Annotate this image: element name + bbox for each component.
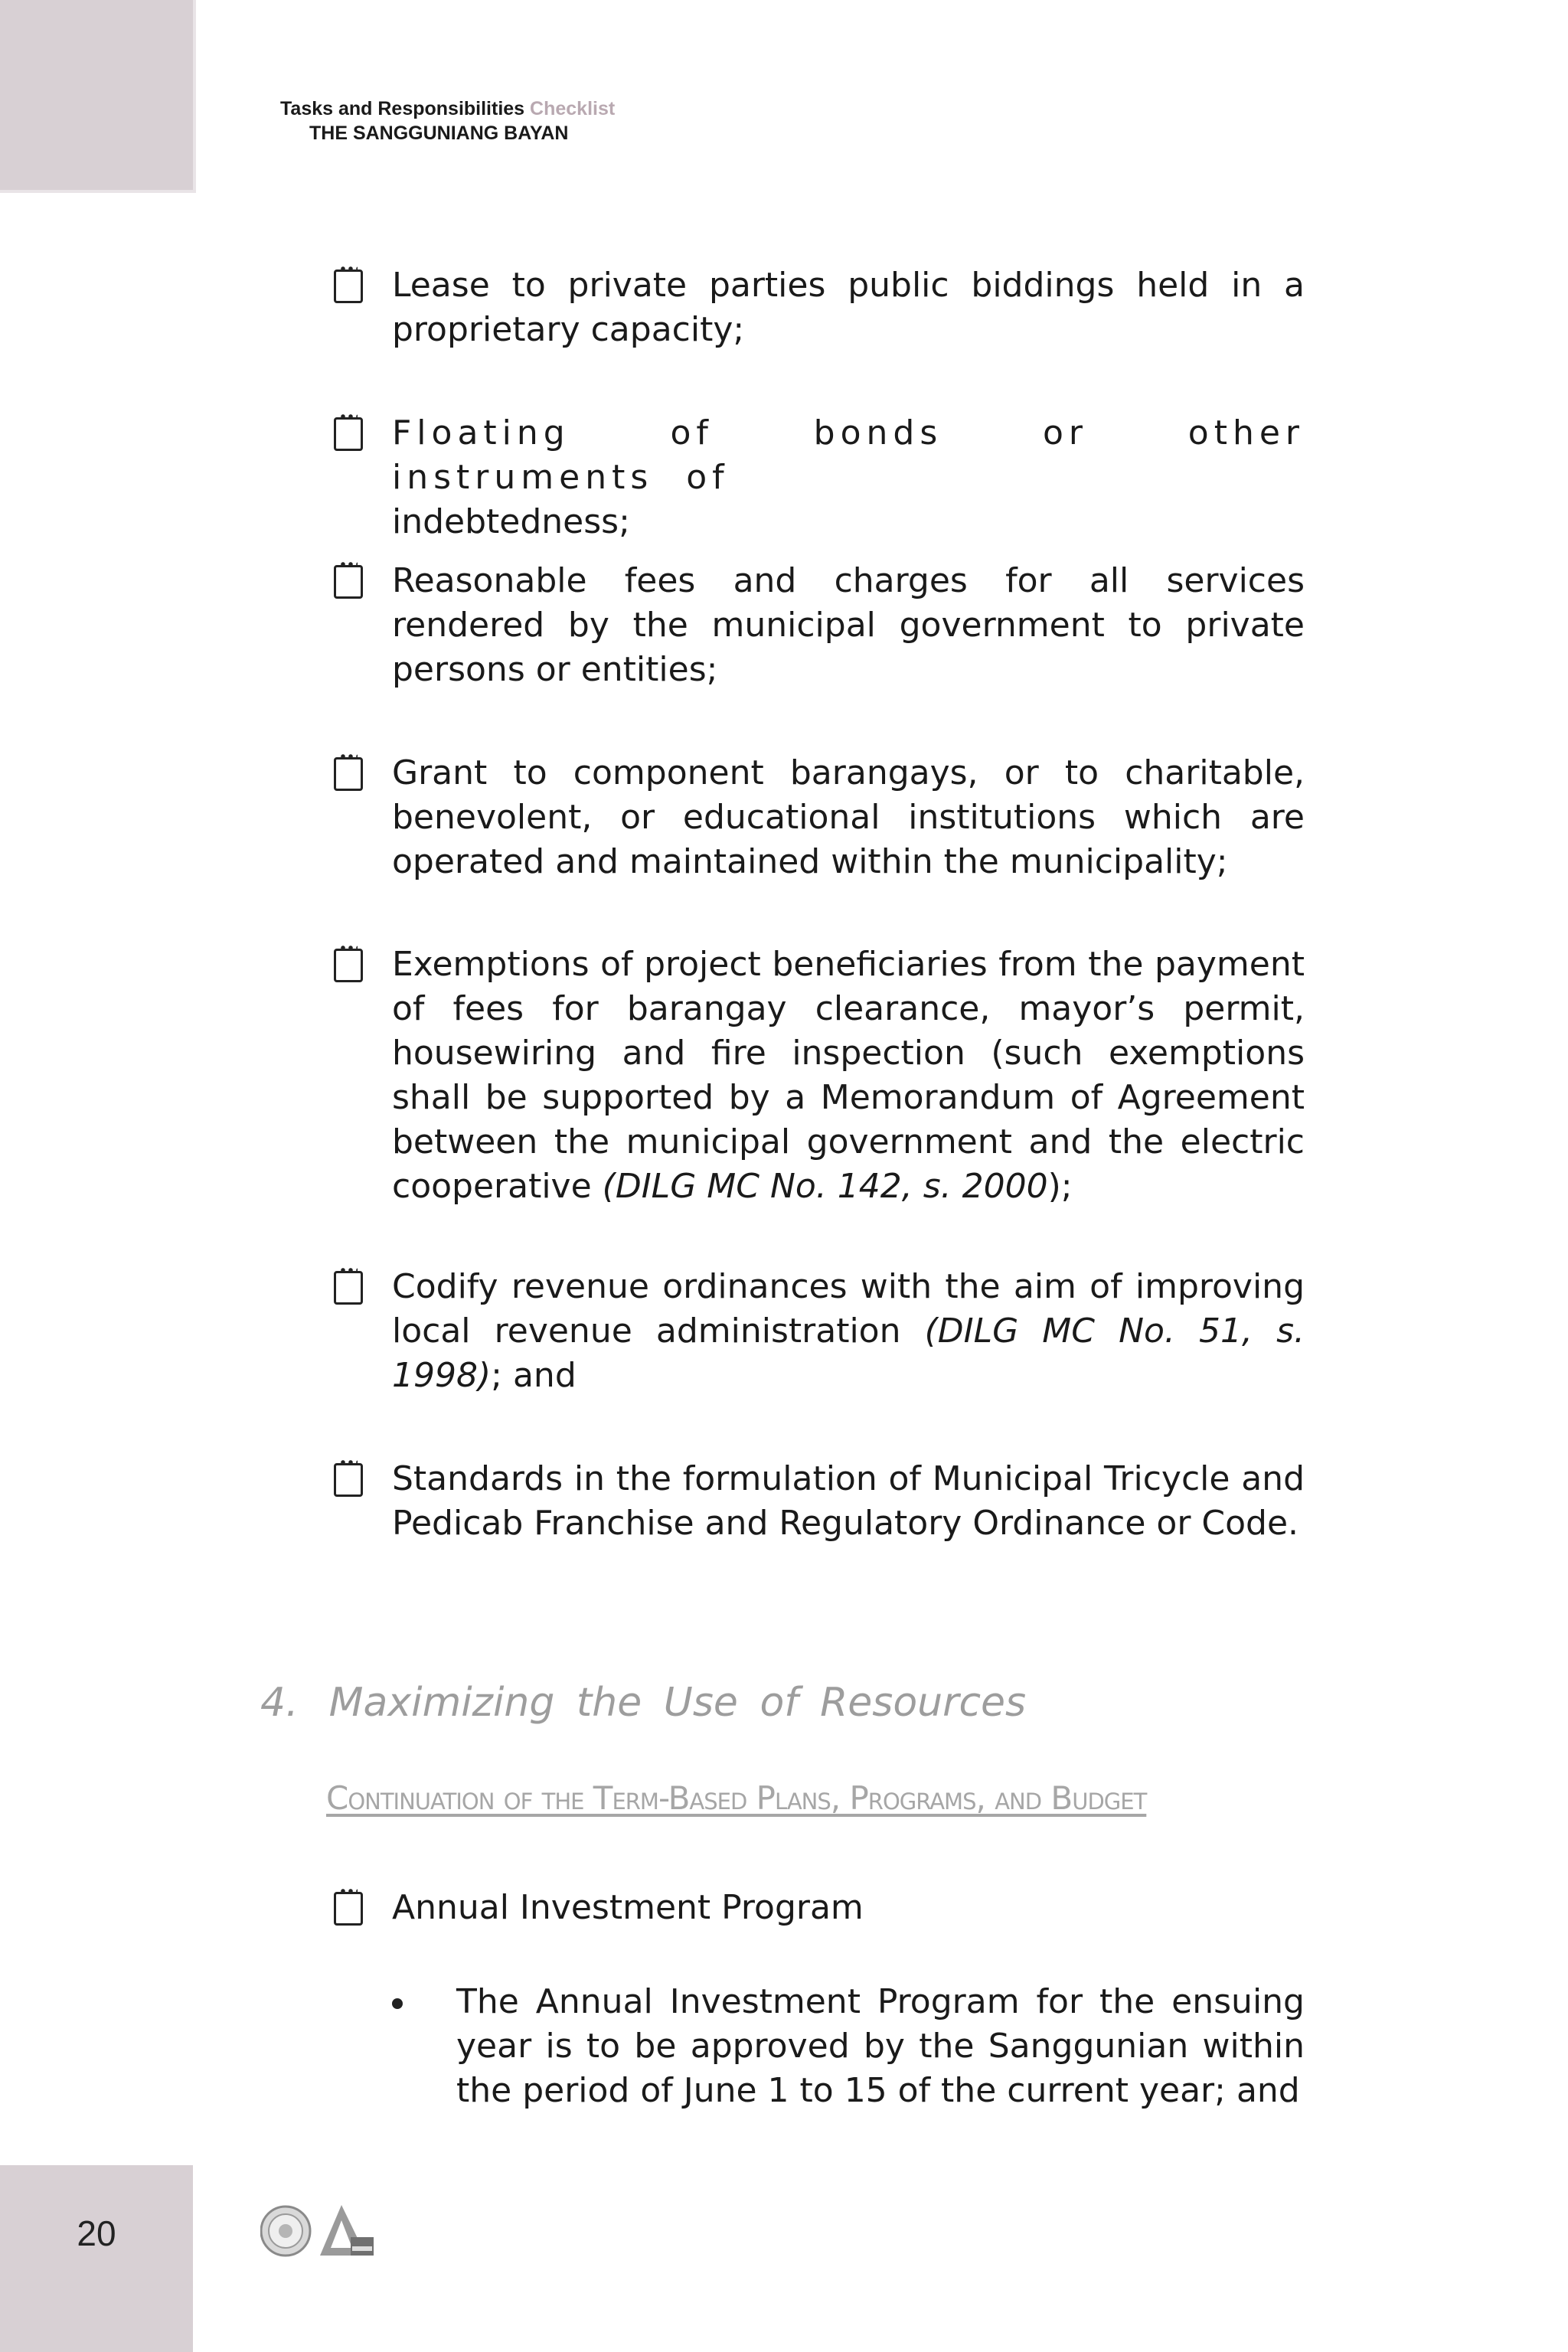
checkbox-icon[interactable] [334, 1463, 363, 1497]
checklist-item-text: Codify revenue ordinances with the aim of improving local revenue administration [392, 1267, 1305, 1351]
lga-logo-icon [320, 2205, 374, 2256]
checkbox-icon[interactable] [334, 1892, 363, 1926]
checklist-item-text: Grant to component barangays, or to charitable, benevolent, or educational institutions which are operated and maintained within the municipality; [392, 753, 1305, 881]
checklist-item [331, 411, 1305, 544]
checklist-item [331, 751, 1305, 884]
checklist-item-text: Lease to private parties public biddings held in a proprietary capacity; [392, 266, 1305, 349]
citation: (DILG MC No. 142, s. 2000 [602, 1167, 1048, 1206]
checklist-item [331, 942, 1305, 1209]
checklist-item-text: Standards in the formulation of Municipal Tricycle and Pedicab Franchise and Regulatory Ordinance or Code. [392, 1459, 1305, 1543]
checkbox-icon[interactable] [334, 949, 363, 982]
subheading: Continuation of the Term-Based Plans, Programs, and Budget [326, 1779, 1147, 1817]
footer-logos [260, 2200, 390, 2265]
running-header [280, 96, 615, 145]
section-number: 4. [260, 1680, 299, 1726]
checklist-item-text-tail: ; and [491, 1356, 577, 1395]
checklist-item-text-tail: ); [1047, 1167, 1073, 1206]
bullet-text: The Annual Investment Program for the ensuing year is to be approved by the Sanggunian within the period of June 1 to 15 of the current year; and [456, 1982, 1305, 2110]
checklist-item-text: Floating of bonds or other instruments of [392, 413, 1305, 497]
page-number: 20 [77, 2213, 116, 2253]
seal-icon [261, 2207, 310, 2256]
checklist-item-text: Reasonable fees and charges for all services rendered by the municipal government to private persons or entities; [392, 561, 1305, 689]
header-title: Tasks and Responsibilities [280, 98, 525, 119]
checkbox-icon[interactable] [334, 417, 363, 451]
checklist-item [331, 1457, 1305, 1546]
checklist-item-text-continued: indebtedness; [392, 502, 630, 541]
page-corner-bottom [0, 2165, 193, 2352]
section-title: Maximizing the Use of Resources [328, 1680, 1027, 1726]
checklist-item [331, 1265, 1305, 1398]
citation: (DILG MC No. 51, s. 1998) [392, 1312, 1305, 1395]
checkbox-icon[interactable] [334, 565, 363, 599]
header-title-accent: Checklist [530, 98, 616, 119]
checklist-item-text: Annual Investment Program [392, 1888, 864, 1927]
checklist-item [331, 559, 1305, 692]
checkbox-icon[interactable] [334, 757, 363, 791]
checkbox-icon[interactable] [334, 270, 363, 303]
page-corner-top [0, 0, 196, 193]
checklist-item [331, 263, 1305, 352]
header-subtitle: THE SANGGUNIANG BAYAN [309, 122, 569, 144]
bullet-icon [392, 1998, 403, 2009]
checklist-item-text: Exemptions of project beneficiaries from the payment of fees for barangay clearance, mayor’s permit, housewiring and fire inspection (such exemptions shall be supported by a Memorandum of Agreement between the municipal government and the electric cooperative [392, 945, 1305, 1206]
bullet-item [387, 1980, 1305, 2113]
checklist-item-aip [331, 1886, 1305, 1930]
section-heading [260, 1680, 1026, 1726]
checkbox-icon[interactable] [334, 1271, 363, 1305]
